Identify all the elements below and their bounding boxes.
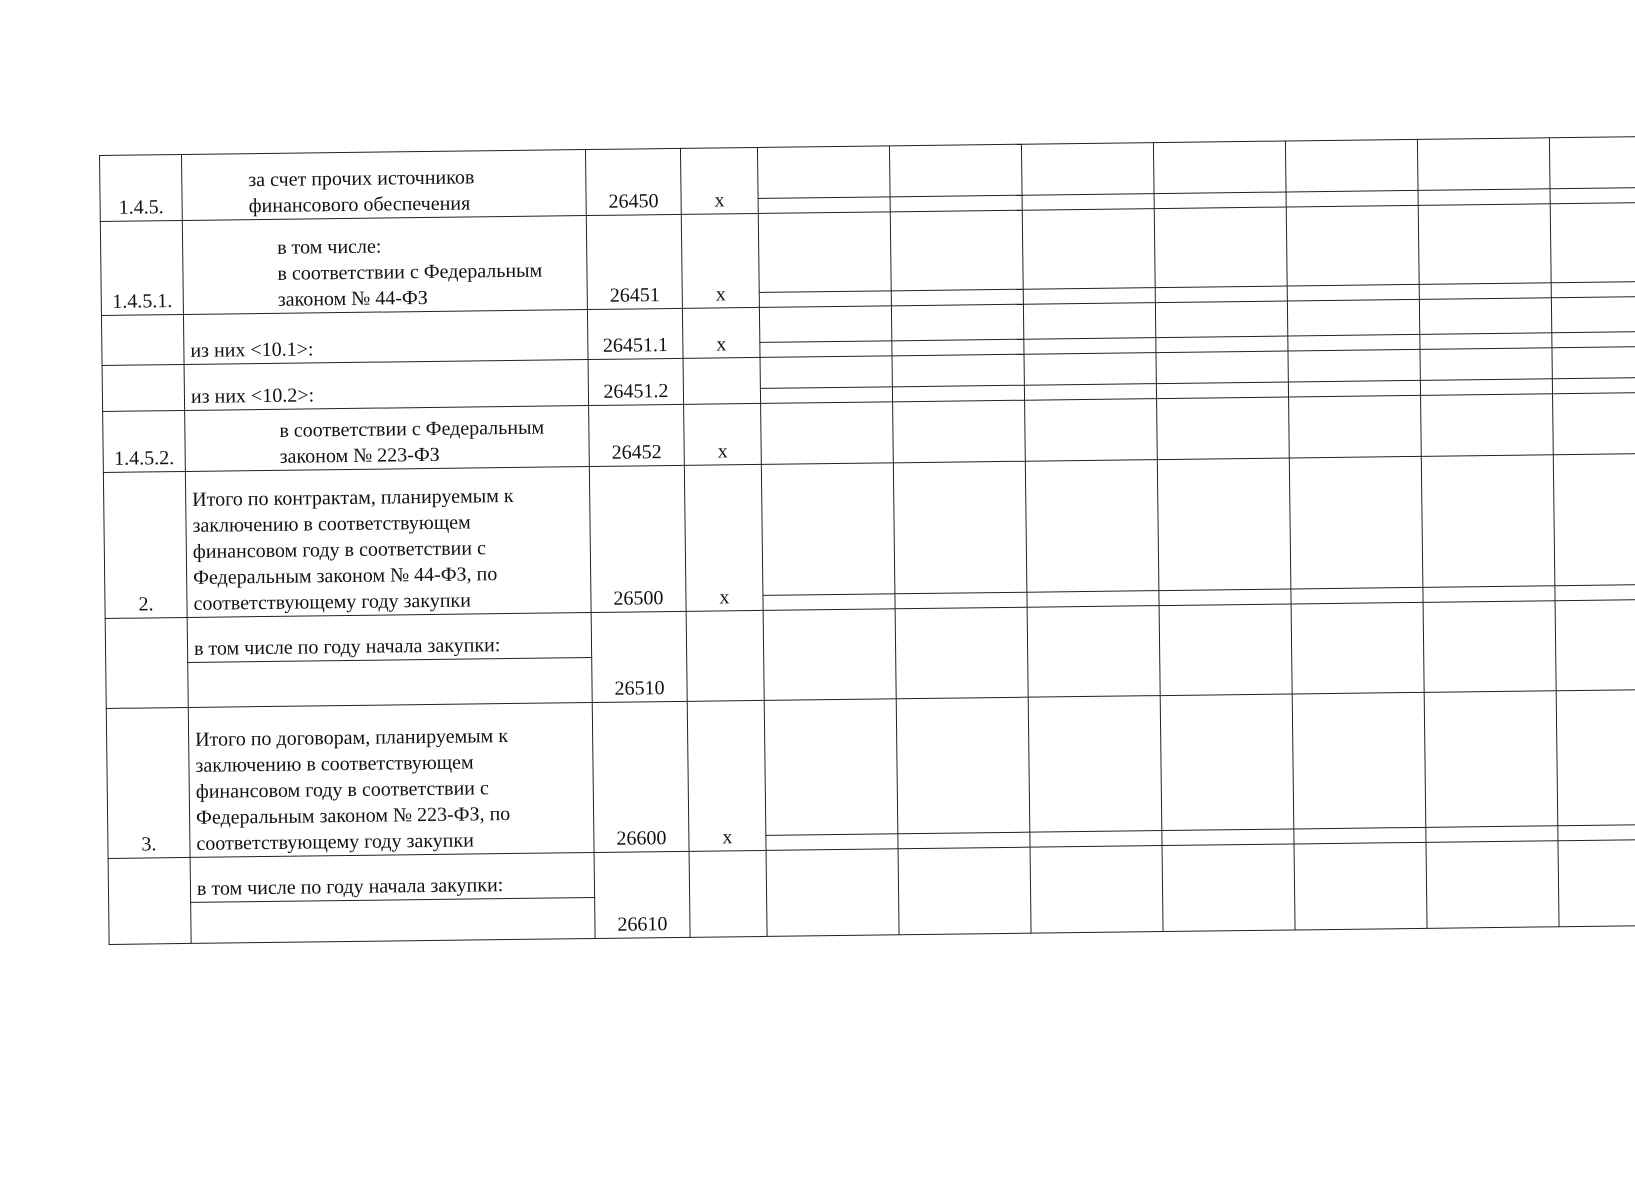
row-name-line: Итого по договорам, планируемым к bbox=[195, 725, 509, 751]
value-cell bbox=[1154, 192, 1286, 209]
value-cell bbox=[1162, 844, 1295, 932]
value-cell bbox=[1288, 380, 1420, 397]
value-cell bbox=[1024, 338, 1156, 355]
value-cell bbox=[1291, 587, 1423, 604]
value-cell bbox=[766, 849, 899, 937]
value-cell bbox=[761, 463, 895, 596]
value-cell bbox=[1024, 384, 1156, 401]
row-name-line: Федеральным законом № 223-ФЗ, по bbox=[195, 803, 511, 829]
row-name: в том числе по году начала закупки: bbox=[187, 613, 592, 663]
row-code: 26600 bbox=[592, 701, 689, 852]
value-cell bbox=[1156, 336, 1288, 353]
value-cell bbox=[895, 607, 1028, 699]
value-cell bbox=[1022, 194, 1154, 211]
row-name: в том числе по году начала закупки: bbox=[190, 853, 595, 903]
value-cell bbox=[1420, 333, 1552, 350]
sub-name-cell bbox=[191, 898, 595, 944]
value-cell bbox=[1551, 281, 1635, 298]
row-name-line: соответствующему году закупки bbox=[196, 829, 474, 855]
value-cell bbox=[1024, 353, 1156, 386]
row-x-mark bbox=[689, 850, 767, 937]
value-cell bbox=[1288, 334, 1420, 351]
value-cell bbox=[1160, 694, 1294, 831]
table-row bbox=[106, 689, 1635, 843]
row-name-line: Федеральным законом № 44-ФЗ, по bbox=[193, 563, 498, 589]
row-code: 26452 bbox=[589, 404, 685, 466]
value-cell bbox=[1423, 586, 1555, 603]
value-cell bbox=[1418, 204, 1551, 285]
sub-name-cell bbox=[188, 658, 593, 708]
row-name-line: за счет прочих источников bbox=[248, 166, 475, 192]
value-cell bbox=[1022, 209, 1155, 290]
row-name bbox=[185, 467, 591, 618]
value-cell bbox=[1555, 584, 1635, 601]
plan-table bbox=[99, 136, 1635, 945]
value-cell bbox=[1553, 392, 1635, 455]
value-cell bbox=[758, 212, 891, 293]
value-cell bbox=[1292, 692, 1426, 829]
value-cell bbox=[1552, 377, 1635, 394]
value-cell bbox=[1556, 689, 1635, 826]
value-cell bbox=[1027, 606, 1160, 698]
value-cell bbox=[890, 210, 1023, 291]
value-cell bbox=[892, 385, 1024, 402]
value-cell bbox=[763, 594, 895, 611]
value-cell bbox=[758, 197, 890, 214]
value-cell bbox=[1023, 288, 1155, 305]
row-name bbox=[182, 216, 587, 315]
value-cell bbox=[1025, 399, 1158, 462]
row-x-mark: x bbox=[680, 147, 758, 214]
row-code: 26451.2 bbox=[588, 358, 684, 405]
value-cell bbox=[760, 341, 892, 358]
value-cell bbox=[760, 387, 892, 404]
value-cell bbox=[1154, 207, 1287, 288]
value-cell bbox=[1555, 599, 1635, 691]
value-cell bbox=[763, 609, 896, 701]
value-cell bbox=[1550, 202, 1635, 283]
value-cell bbox=[1551, 296, 1635, 333]
value-cell bbox=[764, 699, 898, 836]
row-code: 26451 bbox=[586, 214, 682, 309]
row-name: из них <10.2>: bbox=[184, 360, 589, 411]
value-cell bbox=[889, 144, 1022, 197]
value-cell bbox=[891, 304, 1023, 341]
value-cell bbox=[1286, 190, 1418, 207]
row-x-mark: x bbox=[681, 213, 759, 308]
row-number: 1.4.5.2. bbox=[103, 410, 186, 472]
value-cell bbox=[1549, 136, 1635, 189]
value-cell bbox=[898, 847, 1031, 935]
row-name-line: законом № 223-ФЗ bbox=[279, 443, 440, 468]
row-x-mark: x bbox=[682, 307, 760, 358]
row-name-line: заключению в соответствующем bbox=[192, 511, 471, 537]
row-name-line: заключению в соответствующем bbox=[195, 751, 474, 777]
value-cell bbox=[1286, 205, 1419, 286]
row-x-mark bbox=[683, 357, 761, 404]
row-number bbox=[101, 314, 184, 365]
value-cell bbox=[898, 832, 1030, 849]
row-name-line: соответствующему году закупки bbox=[193, 589, 472, 615]
value-cell bbox=[759, 291, 891, 308]
value-cell bbox=[1420, 379, 1552, 396]
value-cell bbox=[892, 339, 1024, 356]
value-cell bbox=[890, 195, 1022, 212]
value-cell bbox=[1159, 604, 1292, 696]
value-cell bbox=[896, 697, 1030, 834]
row-name bbox=[185, 406, 590, 472]
value-cell bbox=[1030, 846, 1163, 934]
value-cell bbox=[1417, 138, 1550, 191]
row-name-line: финансовом году в соответствии с bbox=[192, 537, 487, 563]
value-cell bbox=[1028, 696, 1162, 833]
row-code: 26450 bbox=[585, 148, 681, 215]
value-cell bbox=[760, 356, 892, 389]
row-code: 26610 bbox=[594, 851, 690, 938]
value-cell bbox=[1294, 842, 1427, 930]
value-cell bbox=[1294, 827, 1426, 844]
value-cell bbox=[893, 400, 1026, 463]
value-cell bbox=[1155, 286, 1287, 303]
value-cell bbox=[1162, 829, 1294, 846]
row-name bbox=[181, 150, 586, 221]
value-cell bbox=[1030, 831, 1162, 848]
table-container bbox=[99, 136, 1635, 945]
value-cell bbox=[1291, 602, 1424, 694]
value-cell bbox=[757, 146, 890, 199]
value-cell bbox=[1418, 189, 1550, 206]
table-row bbox=[103, 453, 1635, 603]
value-cell bbox=[1550, 187, 1635, 204]
row-number: 2. bbox=[103, 471, 187, 618]
row-x-mark: x bbox=[684, 464, 763, 611]
row-name-line: финансовом году в соответствии с bbox=[195, 777, 489, 803]
value-cell bbox=[893, 461, 1027, 594]
value-cell bbox=[1157, 397, 1290, 460]
value-cell bbox=[1553, 453, 1635, 586]
row-x-mark bbox=[686, 610, 764, 701]
row-code: 26500 bbox=[589, 465, 686, 612]
row-name-line: финансового обеспечения bbox=[248, 192, 471, 218]
value-cell bbox=[1023, 303, 1155, 340]
value-cell bbox=[1025, 460, 1159, 593]
row-name-line: в соответствии с Федеральным bbox=[279, 416, 545, 442]
value-cell bbox=[1287, 284, 1419, 301]
value-cell bbox=[1156, 351, 1288, 384]
value-cell bbox=[759, 306, 891, 343]
value-cell bbox=[1426, 841, 1559, 929]
value-cell bbox=[1558, 839, 1635, 927]
value-cell bbox=[1423, 601, 1556, 693]
value-cell bbox=[1421, 455, 1555, 588]
value-cell bbox=[761, 402, 894, 465]
value-cell bbox=[895, 592, 1027, 609]
row-name: из них <10.1>: bbox=[183, 310, 588, 365]
value-cell bbox=[766, 834, 898, 851]
row-name bbox=[188, 703, 594, 858]
row-code: 26510 bbox=[591, 611, 687, 702]
value-cell bbox=[1157, 458, 1291, 591]
value-cell bbox=[1153, 141, 1286, 194]
value-cell bbox=[1159, 589, 1291, 606]
row-name-line: Итого по контрактам, планируемым к bbox=[192, 484, 514, 511]
row-number: 3. bbox=[106, 707, 190, 858]
value-cell bbox=[1156, 382, 1288, 399]
value-cell bbox=[1289, 456, 1423, 589]
value-cell bbox=[1027, 591, 1159, 608]
value-cell bbox=[1558, 824, 1635, 841]
value-cell bbox=[1288, 349, 1420, 382]
value-cell bbox=[1552, 331, 1635, 348]
row-number bbox=[105, 617, 188, 708]
value-cell bbox=[1021, 143, 1154, 196]
row-code: 26451.1 bbox=[587, 308, 683, 359]
value-cell bbox=[1419, 283, 1551, 300]
value-cell bbox=[1287, 299, 1419, 336]
value-cell bbox=[1420, 348, 1552, 381]
row-number: 1.4.5. bbox=[100, 154, 183, 221]
row-number bbox=[108, 857, 191, 944]
row-x-mark: x bbox=[687, 700, 766, 851]
row-name-line: в соответствии с Федеральным bbox=[277, 259, 543, 285]
value-cell bbox=[1155, 301, 1287, 338]
value-cell bbox=[1552, 346, 1635, 379]
value-cell bbox=[1289, 395, 1422, 458]
value-cell bbox=[1421, 394, 1554, 457]
value-cell bbox=[1426, 826, 1558, 843]
value-cell bbox=[1419, 298, 1551, 335]
row-name-line: законом № 44-ФЗ bbox=[277, 286, 428, 311]
row-x-mark: x bbox=[684, 403, 762, 465]
value-cell bbox=[1424, 691, 1558, 828]
row-number: 1.4.5.1. bbox=[100, 220, 183, 315]
value-cell bbox=[892, 354, 1024, 387]
row-number bbox=[102, 364, 185, 411]
value-cell bbox=[1285, 139, 1418, 192]
value-cell bbox=[891, 289, 1023, 306]
row-name-line: в том числе: bbox=[277, 235, 382, 259]
